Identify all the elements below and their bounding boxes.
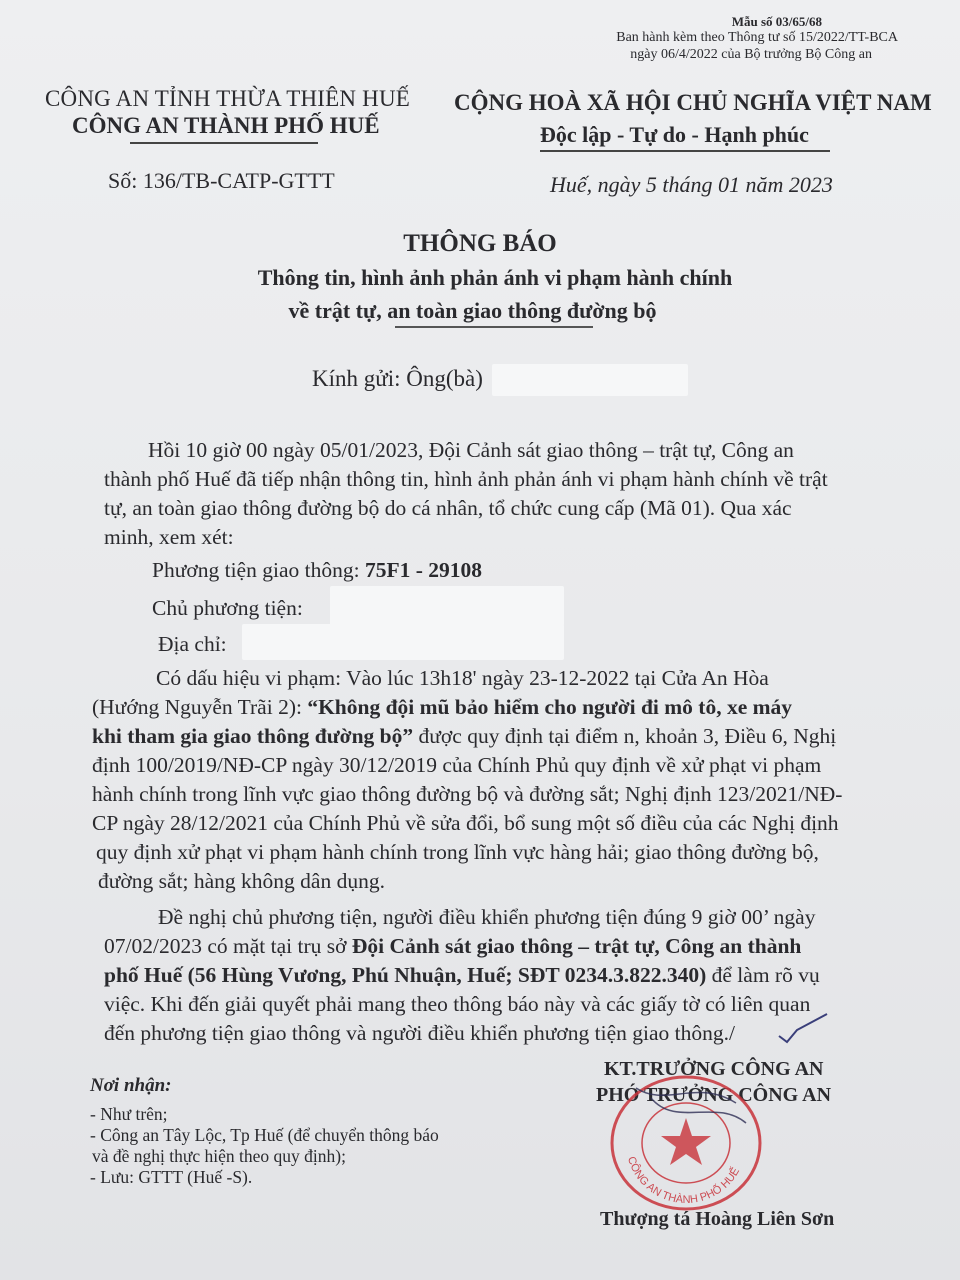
violation-line: định 100/2019/NĐ-CP ngày 30/12/2019 của Chính Phủ quy định về xử phạt vi phạm	[92, 753, 822, 777]
form-code: Mẫu số 03/65/68	[731, 14, 822, 29]
request-date: 07/02/2023 có mặt tại trụ sở	[104, 934, 352, 958]
vehicle-label: Phương tiện giao thông:	[152, 558, 365, 582]
violation-offense: “Không đội mũ bảo hiểm cho người đi mô tô, xe máy	[307, 695, 793, 719]
owner-label: Chủ phương tiện:	[152, 596, 303, 620]
violation-line: Có dấu hiệu vi phạm: Vào lúc 13h18' ngày 23-12-2022 tại Cửa An Hòa	[156, 666, 769, 690]
recipient-item: - Công an Tây Lộc, Tp Huế (để chuyển thông báo	[90, 1125, 439, 1145]
vehicle-line	[152, 556, 482, 585]
signature-title-1: KT.TRƯỞNG CÔNG AN	[604, 1058, 824, 1080]
recipient-item: - Lưu: GTTT (Huế -S).	[90, 1167, 253, 1187]
recipient-item: - Như trên;	[90, 1104, 168, 1124]
signer-name: Thượng tá Hoàng Liên Sơn	[600, 1208, 835, 1230]
redacted-owner-name	[330, 586, 564, 626]
document-number: Số: 136/TB-CATP-GTTT	[108, 168, 335, 193]
signature-title-2: PHÓ TRƯỞNG CÔNG AN	[596, 1084, 832, 1106]
violation-line	[92, 693, 792, 722]
document-subtitle-line-2: về trật tự, an toàn giao thông đường bộ	[288, 298, 657, 323]
svg-text:CÔNG AN THÀNH PHỐ HUẾ	[625, 1155, 742, 1206]
form-reference-line-1: Ban hành kèm theo Thông tư số 15/2022/TT-BCA	[616, 30, 898, 45]
motto-underline	[540, 150, 830, 152]
violation-line: đường sắt; hàng không dân dụng.	[98, 869, 385, 893]
recipients-title: Nơi nhận:	[90, 1075, 172, 1096]
request-office-address: phố Huế (56 Hùng Vương, Phú Nhuận, Huế; SĐT 0234.3.822.340)	[104, 963, 707, 987]
request-line: việc. Khi đến giải quyết phải mang theo thông báo này và các giấy tờ có liên quan	[104, 992, 811, 1016]
subtitle-underline	[395, 326, 593, 328]
form-reference-line-2: ngày 06/4/2022 của Bộ trưởng Bộ Công an	[630, 47, 872, 62]
violation-line: quy định xử phạt vi phạm hành chính trong lĩnh vực hàng hải; giao thông đường bộ,	[96, 840, 819, 864]
paragraph-1-line: Hồi 10 giờ 00 ngày 05/01/2023, Đội Cảnh sát giao thông – trật tự, Công an	[148, 438, 794, 462]
national-motto: Độc lập - Tự do - Hạnh phúc	[540, 122, 809, 147]
violation-line: hành chính trong lĩnh vực giao thông đường bộ và đường sắt; Nghị định 123/2021/NĐ-	[92, 782, 843, 806]
request-line: Đề nghị chủ phương tiện, người điều khiển phương tiện đúng 9 giờ 00’ ngày	[158, 905, 816, 929]
handwritten-checkmark	[773, 1010, 833, 1044]
request-line	[104, 961, 820, 990]
issuing-organization: CÔNG AN THÀNH PHỐ HUẾ	[72, 113, 380, 138]
seal-text: CÔNG AN THÀNH PHỐ HUẾ	[624, 1155, 743, 1207]
violation-line	[92, 722, 836, 751]
parent-organization: CÔNG AN TỈNH THỪA THIÊN HUẾ	[45, 86, 411, 111]
paragraph-1-line: thành phố Huế đã tiếp nhận thông tin, hình ảnh phản ánh vi phạm hành chính về trật	[104, 467, 828, 491]
license-plate: 75F1 - 29108	[364, 558, 482, 582]
request-office: Đội Cảnh sát giao thông – trật tự, Công an thành	[351, 934, 802, 958]
redacted-address	[242, 624, 564, 660]
address-label: Địa chỉ:	[158, 632, 227, 656]
request-line: đến phương tiện giao thông và người điều khiển phương tiện giao thông./	[104, 1021, 735, 1045]
violation-offense-end: khi tham gia giao thông đường bộ”	[92, 724, 414, 748]
recipient-item: và đề nghị thực hiện theo quy định);	[92, 1146, 346, 1166]
paragraph-1-line: minh, xem xét:	[104, 525, 234, 549]
request-line	[104, 932, 801, 961]
violation-line: CP ngày 28/12/2021 của Chính Phủ về sửa đổi, bổ sung một số điều của các Nghị định	[92, 811, 839, 835]
document-title: THÔNG BÁO	[403, 230, 557, 257]
violation-location: (Hướng Nguyễn Trãi 2):	[92, 695, 308, 719]
document-subtitle-line-1: Thông tin, hình ảnh phản ánh vi phạm hành chính	[257, 265, 733, 290]
paragraph-1-line: tự, an toàn giao thông đường bộ do cá nhân, tổ chức cung cấp (Mã 01). Qua xác	[104, 496, 792, 520]
organization-underline	[130, 142, 318, 144]
redacted-recipient-name	[492, 364, 688, 396]
greeting: Kính gửi: Ông(bà)	[312, 366, 483, 391]
violation-legal-ref: được quy định tại điểm n, khoản 3, Điều 6, Nghị	[413, 724, 837, 748]
request-purpose: để làm rõ vụ	[706, 963, 820, 987]
document-date: Huế, ngày 5 tháng 01 năm 2023	[550, 172, 833, 197]
national-title: CỘNG HOÀ XÃ HỘI CHỦ NGHĨA VIỆT NAM	[454, 90, 932, 115]
